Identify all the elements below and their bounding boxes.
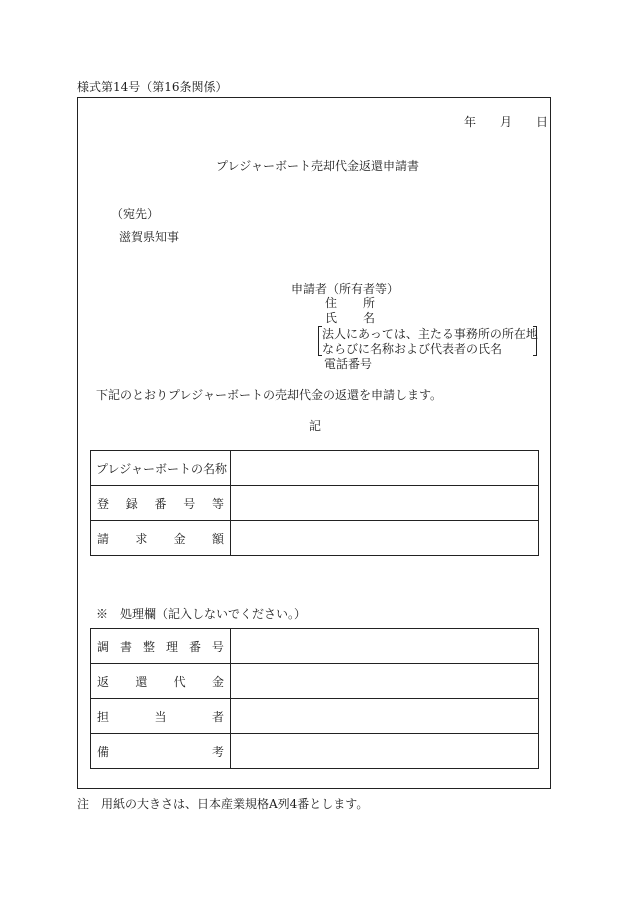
processing-heading: ※ 処理欄（記入しないでください。） [96, 607, 307, 621]
phone-label: 電話番号 [324, 357, 373, 371]
date-month: 月 [500, 115, 513, 129]
corporate-note-line2: ならびに名称および代表者の氏名 [322, 342, 503, 356]
boat-name-field[interactable] [231, 451, 539, 486]
remarks-field[interactable] [231, 734, 539, 769]
table-row [91, 521, 539, 556]
ki-label: 記 [309, 419, 322, 433]
remarks-label: 備 考 [91, 734, 231, 769]
table-row [91, 734, 539, 769]
registration-field[interactable] [231, 486, 539, 521]
table-row [91, 699, 539, 734]
footer-note: 注 用紙の大きさは、日本産業規格A列4番とします。 [77, 797, 369, 811]
refund-label: 返 還 代 金 [91, 664, 231, 699]
claim-amount-field[interactable] [231, 521, 539, 556]
addressee-name: 滋賀県知事 [119, 230, 180, 244]
table-row [91, 629, 539, 664]
table-row [91, 664, 539, 699]
boat-name-label: プレジャーボートの名称 [91, 451, 231, 486]
form-number: 様式第14号（第16条関係） [77, 80, 228, 94]
person-field[interactable] [231, 699, 539, 734]
refund-field[interactable] [231, 664, 539, 699]
document-title: プレジャーボート売却代金返還申請書 [216, 159, 419, 173]
processing-table [90, 628, 539, 769]
table-row [91, 451, 539, 486]
address-label: 住 所 [325, 296, 376, 310]
date-day: 日 [536, 115, 549, 129]
record-number-label: 調 書 整 理 番 号 [91, 629, 231, 664]
claim-amount-label: 請 求 金 額 [91, 521, 231, 556]
table-row [91, 486, 539, 521]
registration-label: 登 録 番 号 等 [91, 486, 231, 521]
corporate-note-line1: 法人にあっては、主たる事務所の所在地 [322, 327, 538, 341]
person-label: 担 当 者 [91, 699, 231, 734]
record-number-field[interactable] [231, 629, 539, 664]
name-label: 氏 名 [325, 311, 376, 325]
application-statement: 下記のとおりプレジャーボートの売却代金の返還を申請します。 [96, 388, 443, 402]
applicant-heading: 申請者（所有者等） [291, 282, 400, 296]
addressee-label: （宛先） [111, 207, 160, 221]
date-year: 年 [464, 115, 477, 129]
boat-info-table [90, 450, 539, 556]
